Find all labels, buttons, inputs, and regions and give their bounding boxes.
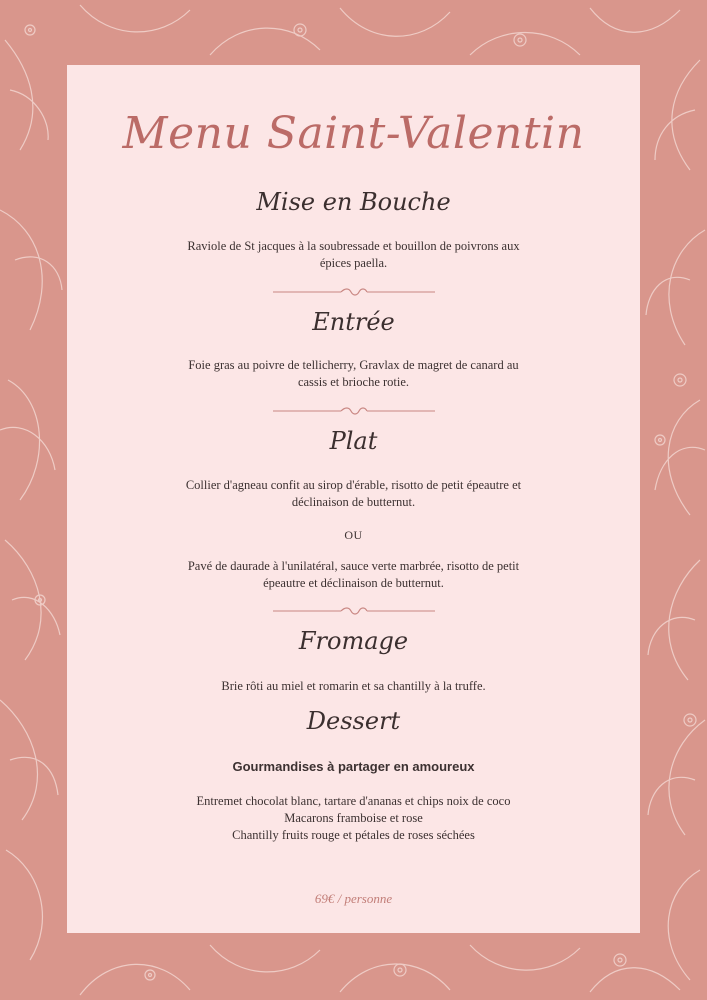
description-line: Collier d'agneau confit au sirop d'érable, risotto de petit épeautre et bbox=[185, 478, 522, 492]
section-heading-mise-en-bouche: Mise en Bouche bbox=[256, 188, 451, 216]
fromage-description bbox=[150, 678, 557, 695]
ornamental-divider bbox=[273, 287, 435, 297]
description-line: Pavé de daurade à l'unilatéral, sauce verte marbrée, risotto de petit bbox=[187, 559, 520, 573]
dessert-subtitle: Gourmandises à partager en amoureux bbox=[232, 759, 475, 774]
dessert-description bbox=[150, 793, 557, 844]
section-heading-fromage: Fromage bbox=[298, 627, 409, 655]
description-line: épices paella. bbox=[319, 256, 388, 270]
description-line: déclinaison de butternut. bbox=[291, 495, 416, 509]
description-line: Brie rôti au miel et romarin et sa chantilly à la truffe. bbox=[221, 679, 486, 693]
description-line: Macarons framboise et rose bbox=[284, 811, 423, 825]
mise-en-bouche-description bbox=[150, 238, 557, 272]
description-line: Foie gras au poivre de tellicherry, Gravlax de magret de canard au bbox=[188, 358, 519, 372]
section-heading-dessert: Dessert bbox=[306, 707, 401, 735]
description-line: Raviole de St jacques à la soubressade et bouillon de poivrons aux bbox=[187, 239, 520, 253]
plat-option-2 bbox=[150, 558, 557, 592]
description-line: Entremet chocolat blanc, tartare d'ananas et chips noix de coco bbox=[196, 794, 511, 808]
ornamental-divider bbox=[273, 406, 435, 416]
description-line: cassis et brioche rotie. bbox=[297, 375, 410, 389]
section-heading-plat: Plat bbox=[329, 427, 378, 455]
price-label: 69€ / personne bbox=[314, 891, 393, 906]
description-line: épeautre et déclinaison de butternut. bbox=[263, 576, 444, 590]
plat-option-1 bbox=[150, 477, 557, 511]
entree-description bbox=[150, 357, 557, 391]
or-separator: OU bbox=[344, 528, 363, 542]
ornamental-divider bbox=[273, 606, 435, 616]
section-heading-entree: Entrée bbox=[312, 308, 395, 336]
menu-title: Menu Saint-Valentin bbox=[122, 108, 585, 159]
description-line: Chantilly fruits rouge et pétales de roses séchées bbox=[232, 828, 475, 842]
